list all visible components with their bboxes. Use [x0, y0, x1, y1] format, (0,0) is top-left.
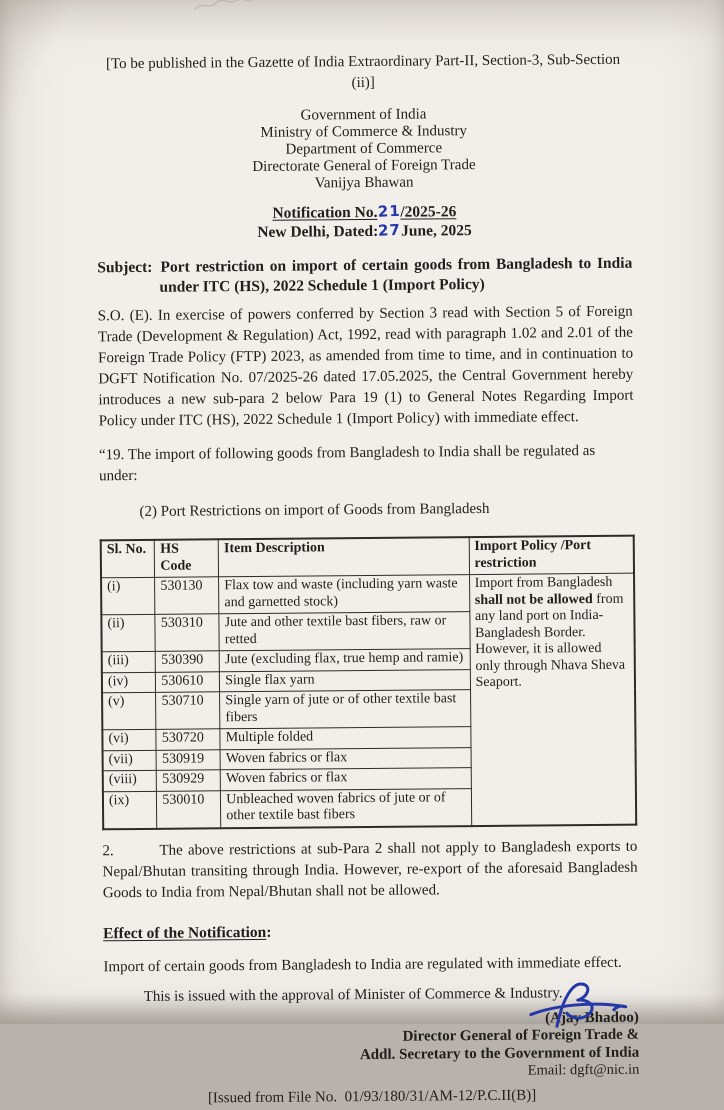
file-number-line: [Issued from File No. 01/93/180/31/AM-12/P.C.II(B)] [207, 1087, 537, 1106]
paragraph-2-text: The above restrictions at sub-Para 2 shall not apply to Bangladesh exports to Nepal/Bhutan transiting through India. However, re-export of the aforesaid Bangladesh Goods to India from Nepal/Bhutan shall not be allowed. [102, 838, 638, 901]
approval-line: This is issued with the approval of Minister of Commerce & Industry. [143, 984, 563, 1005]
policy-text-pre: Import from Bangladesh [474, 574, 613, 592]
header-item-description: Item Description [218, 537, 469, 577]
table-header-row [101, 536, 634, 578]
effect-heading-text: Effect of the Notification [103, 923, 267, 942]
org-line-government: Government of India [300, 106, 427, 124]
signatory-email: Email: dgft@nic.in [527, 1061, 640, 1079]
signature-block [104, 1009, 640, 1084]
notification-number-suffix: /2025-26 [400, 203, 457, 221]
cell-sl: (v) [102, 692, 156, 729]
letterhead [96, 105, 632, 195]
handwritten-date: 27 [377, 220, 402, 240]
cell-hs: 530710 [156, 692, 220, 730]
cell-sl: (iii) [102, 651, 156, 672]
effect-heading [103, 918, 638, 944]
notification-number-label: Notification No. [272, 203, 378, 222]
cell-hs: 530610 [156, 671, 220, 692]
document-content [95, 0, 640, 1110]
signatory-name: (Ajay Bhadoo) [545, 1009, 639, 1026]
notification-heading-block [97, 201, 632, 244]
date-rest: June, 2025 [401, 222, 472, 240]
cell-desc: Multiple folded [220, 727, 471, 750]
effect-heading-colon: : [266, 923, 272, 941]
subject-heading [97, 254, 632, 298]
goods-restriction-table [100, 535, 638, 830]
cell-desc: Unbleached woven fabrics of jute or of other textile bast fibers [221, 788, 472, 828]
cell-hs: 530929 [157, 770, 221, 791]
org-line-building: Vanijya Bhawan [314, 174, 414, 192]
org-line-department: Department of Commerce [285, 140, 443, 158]
cell-hs: 530130 [155, 577, 219, 615]
gazette-publication-line: [To be published in the Gazette of India Extraordinary Part-II, Section-3, Sub-Section (ii)] [105, 51, 621, 92]
cell-desc: Single flax yarn [220, 669, 471, 692]
signatory-title-1: Director General of Foreign Trade & [402, 1026, 640, 1045]
cell-desc: Flax tow and waste (including yarn waste and garnetted stock) [219, 575, 470, 614]
paragraph-2 [102, 836, 638, 904]
cell-sl: (vi) [102, 729, 156, 750]
place-date-line [97, 220, 632, 244]
opening-paragraph: S.O. (E). In exercise of powers conferred by Section 3 read with Section 5 of Foreign Trade (Development & Regulation) Act, 1992, read with paragraph 1.02 and 2.01 of the Foreign Trade Policy (FTP) 2023, as amended from time to time, and in continuation to DGFT Notification No. 07/2025-26 dated 17.05.2025, the Central Government hereby introduces a new sub-para 2 below Para 19 (1) to General Notes Regarding Import Policy under ITC (HS), 2022 Schedule 1 (Import Policy) with immediate effect. [97, 303, 634, 430]
signatory-title-2: Addl. Secretary to the Government of India [359, 1044, 640, 1063]
subject-label: Subject: [97, 258, 153, 277]
org-line-ministry: Ministry of Commerce & Industry [260, 123, 468, 141]
cell-sl: (viii) [103, 770, 157, 791]
cell-hs: 530390 [156, 651, 220, 672]
cell-sl: (ix) [103, 791, 157, 829]
header-hs-code: HS Code [155, 539, 219, 577]
cell-sl: (iv) [102, 672, 156, 693]
cell-desc: Woven fabrics or flax [220, 768, 471, 791]
cell-desc: Woven fabrics or flax [220, 747, 471, 770]
cell-hs: 530919 [156, 749, 220, 770]
cell-hs: 530720 [156, 729, 220, 750]
org-line-directorate: Directorate General of Foreign Trade [252, 157, 476, 175]
port-restrictions-subpara: (2) Port Restrictions on import of Goods from Bangladesh [139, 500, 490, 520]
table-row [101, 573, 634, 615]
place-date-label: New Delhi, Dated: [257, 222, 379, 241]
effect-text: Import of certain goods from Bangladesh to India are regulated with immediate effect. [103, 954, 622, 975]
subject-text: Port restriction on import of certain goods from Bangladesh to India under ITC (HS), 2022 Schedule 1 (Import Policy) [159, 254, 633, 296]
header-import-policy: Import Policy /Port restriction [469, 536, 634, 575]
import-policy-cell [469, 573, 636, 825]
cell-desc: Jute (excluding flax, true hemp and ramie) [219, 649, 470, 672]
cell-sl: (vii) [103, 750, 157, 771]
policy-text-post: from any land port on India-Bangladesh Border. However, it is allowed only through Nhava Sheva Seaport. [474, 591, 626, 691]
cell-sl: (i) [101, 577, 155, 614]
paragraph-2-number: 2. [102, 842, 114, 859]
cell-hs: 530010 [157, 790, 221, 828]
cell-desc: Jute and other textile bast fibers, raw or retted [219, 612, 470, 651]
header-sl-no: Sl. No. [101, 540, 155, 578]
cell-desc: Single yarn of jute or of other textile bast fibers [220, 690, 471, 729]
cell-hs: 530310 [155, 614, 219, 652]
para-19-line: “19. The import of following goods from Bangladesh to India shall be regulated as under: [98, 442, 596, 485]
handwritten-notification-number: 21 [377, 201, 401, 221]
policy-text-bold: shall not be allowed [474, 591, 593, 608]
cell-sl: (ii) [101, 614, 155, 651]
